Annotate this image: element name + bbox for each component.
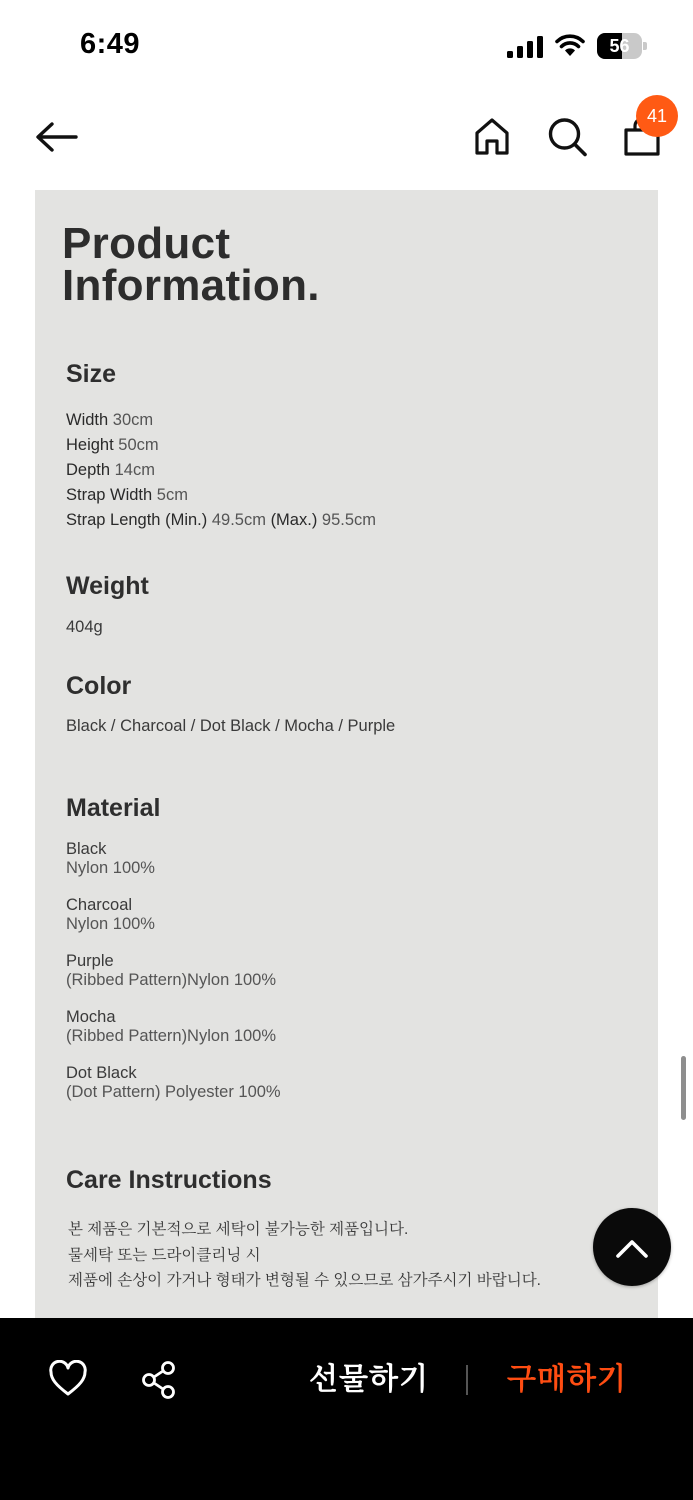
home-icon: [470, 114, 514, 158]
top-nav: [0, 92, 693, 190]
status-time: 6:49: [80, 28, 141, 60]
buy-button[interactable]: 구매하기: [507, 1363, 627, 1396]
size-row: Width 30cm: [66, 411, 154, 429]
weight-heading: Weight: [66, 572, 149, 600]
size-row: Strap Width 5cm: [66, 486, 188, 504]
product-info-image: [35, 190, 658, 1330]
size-row: Height 50cm: [66, 436, 159, 454]
care-text: 본 제품은 기본적으로 세탁이 불가능한 제품입니다. 물세탁 또는 드라이클리닝 시 제품에 손상이 가거나 형태가 변형될 수 있으므로 삼가주시기 바랍니다.: [68, 1221, 541, 1289]
bottom-action-bar: [0, 1318, 693, 1500]
share-icon: [140, 1360, 178, 1400]
material-item: Charcoal Nylon 100%: [66, 896, 155, 933]
share-button[interactable]: [140, 1360, 178, 1400]
chevron-up-icon: [615, 1232, 649, 1262]
gift-button[interactable]: 선물하기: [309, 1363, 429, 1396]
material-item: Black Nylon 100%: [66, 840, 155, 877]
material-heading: Material: [66, 794, 161, 822]
strap-length-row: Strap Length (Min.) 49.5cm (Max.) 95.5cm: [66, 511, 377, 529]
wishlist-button[interactable]: [48, 1360, 88, 1398]
care-heading: Care Instructions: [66, 1166, 272, 1194]
scroll-indicator[interactable]: [681, 1056, 686, 1120]
battery-icon: [597, 33, 647, 59]
color-value: Black / Charcoal / Dot Black / Mocha / Purple: [66, 717, 396, 735]
battery-level: 56: [609, 36, 630, 56]
search-icon: [545, 114, 589, 158]
back-button[interactable]: [32, 116, 82, 158]
material-item: Purple (Ribbed Pattern)Nylon 100%: [66, 952, 277, 989]
size-row: Depth 14cm: [66, 461, 155, 479]
material-item: Dot Black (Dot Pattern) Polyester 100%: [66, 1064, 281, 1101]
wifi-icon: [555, 33, 585, 57]
cart-count-badge: 41: [636, 95, 678, 137]
size-heading: Size: [66, 360, 117, 388]
product-info-title: Product Information.: [62, 219, 320, 310]
weight-value: 404g: [66, 618, 103, 636]
status-bar: [0, 0, 693, 92]
home-button[interactable]: [470, 114, 514, 158]
search-button[interactable]: [545, 114, 589, 158]
cellular-signal-icon: [507, 36, 543, 58]
scroll-to-top-button[interactable]: [593, 1208, 671, 1286]
heart-icon: [48, 1360, 88, 1398]
back-arrow-icon: [32, 116, 82, 158]
material-item: Mocha (Ribbed Pattern)Nylon 100%: [66, 1008, 277, 1045]
size-spec-list: [66, 408, 376, 533]
color-heading: Color: [66, 672, 132, 700]
divider: [466, 1365, 468, 1395]
